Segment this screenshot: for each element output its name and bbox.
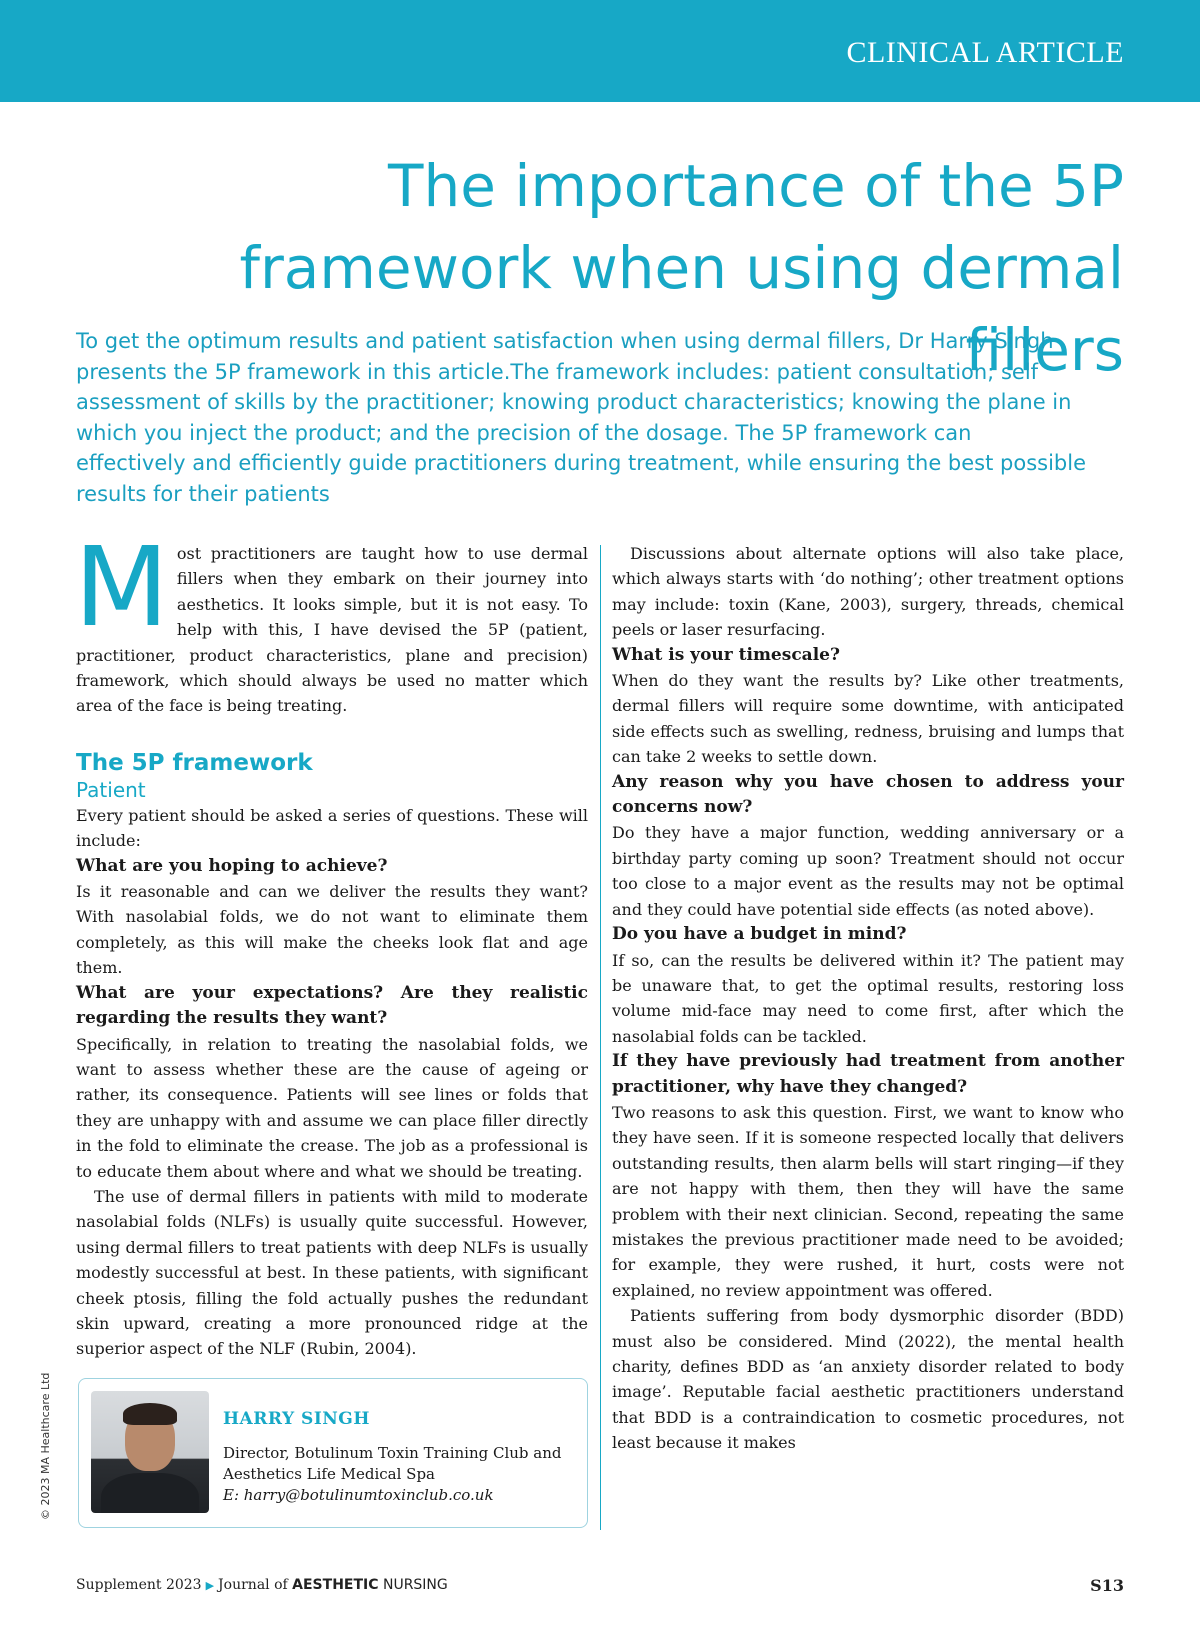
question-heading: What are your expectations? Are they realistic regarding the results they want?: [76, 982, 588, 1029]
intro-paragraph: [74, 523, 588, 719]
left-column: [74, 523, 588, 1362]
section-label: CLINICAL ARTICLE: [846, 36, 1124, 69]
paragraph: Do they have a major function, wedding anniversary or a birthday party coming up soon? Treatment should not occur too close to a major event as the results may not be optimal and they could have potential side effects (as noted above).: [612, 823, 1124, 919]
journal-prefix: Journal of: [218, 1577, 288, 1593]
journal-brand: AESTHETIC: [292, 1577, 379, 1593]
question-heading: What is your timescale?: [612, 644, 840, 665]
footer: [76, 1577, 448, 1593]
right-column: [612, 541, 1124, 1456]
journal-suffix: NURSING: [382, 1577, 448, 1593]
author-role: Director, Botulinum Toxin Training Club and Aesthetics Life Medical Spa: [223, 1444, 562, 1483]
paragraph: Discussions about alternate options will also take place, which always starts with ‘do nothing’; other treatment options may include: toxin (Kane, 2003), surgery, threads, chemical peels or laser resurfacing.: [612, 544, 1124, 640]
author-box: [78, 1378, 588, 1528]
subsection-heading: Patient: [76, 777, 146, 802]
paragraph: The use of dermal fillers in patients with mild to moderate nasolabial folds (NLFs) is usually quite successful. However, using dermal fillers to treat patients with deep NLFs is usually modestly successful at best. In these patients, with significant cheek ptosis, filling the fold actually pushes the redundant skin upward, creating a more pronounced ridge at the superior aspect of the NLF (Rubin, 2004).: [76, 1186, 588, 1359]
drop-cap: M: [74, 523, 169, 651]
paragraph: Is it reasonable and can we deliver the results they want? With nasolabial folds, we do not want to eliminate them completely, as this will make the cheeks look flat and age them.: [76, 882, 588, 978]
question-heading: If they have previously had treatment from another practitioner, why have they changed?: [612, 1051, 1124, 1097]
intro-text: ost practitioners are taught how to use dermal fillers when they embark on their journey into aesthetics. It looks simple, but it is not easy. To help with this, I have devised the 5P (patient, practitioner, product characteristics, plane and precision) framework, which should always be used no matter which area of the face is being treating.: [76, 544, 588, 716]
author-email: E: harry@botulinumtoxinclub.co.uk: [223, 1486, 494, 1504]
paragraph: If so, can the results be delivered within it? The patient may be unaware that, to get the optimal results, restoring loss volume mid-face may need to come first, after which the nasolabial folds can be tackled.: [612, 950, 1124, 1046]
page-number: S13: [1090, 1576, 1124, 1595]
paragraph: When do they want the results by? Like other treatments, dermal fillers will require some downtime, with anticipated side effects such as swelling, redness, bruising and lumps that can take 2 weeks to settle down.: [612, 671, 1124, 767]
copyright-notice: © 2023 MA Healthcare Ltd: [39, 1372, 52, 1520]
triangle-right-icon: ▶: [205, 1579, 215, 1592]
question-heading: What are you hoping to achieve?: [76, 855, 388, 876]
question-heading: Do you have a budget in mind?: [612, 924, 907, 945]
author-photo: [91, 1391, 209, 1513]
paragraph: Patients suffering from body dysmorphic disorder (BDD) must also be considered. Mind (2022), the mental health charity, defines BDD as ‘an anxiety disorder related to body image’. Reputable facial aesthetic practitioners understand that BDD is a contraindication to cosmetic procedures, not least because it makes: [612, 1306, 1124, 1453]
section-heading: The 5P framework: [76, 749, 313, 776]
supplement-label: Supplement 2023: [76, 1577, 202, 1593]
paragraph: Every patient should be asked a series of questions. These will include:: [76, 805, 588, 851]
column-rule: [600, 545, 601, 1530]
author-name: HARRY SINGH: [223, 1409, 370, 1429]
paragraph: Two reasons to ask this question. First, we want to know who they have seen. If it is someone respected locally that delivers outstanding results, then alarm bells will start ringing—if they are not happy with them, then they will have the same problem with their next clinician. Second, repeating the same mistakes the previous practitioner made need to be avoided; for example, they were rushed, it hurt, costs were not explained, no review appointment was offered.: [612, 1102, 1124, 1300]
standfirst: To get the optimum results and patient satisfaction when using dermal fillers, Dr Harry Singh presents the 5P framework in this article.The framework includes: patient consultation; self assessment of skills by the practitioner; knowing product characteristics; knowing the plane in which you inject the product; and the precision of the dosage. The 5P framework can effectively and efficiently guide practitioners during treatment, while ensuring the best possible results for their patients: [76, 329, 1086, 506]
author-details: [223, 1443, 573, 1506]
question-heading: Any reason why you have chosen to address your concerns now?: [612, 771, 1124, 818]
article-title: The importance of the 5P framework when using dermal fillers: [239, 152, 1124, 384]
paragraph: Specifically, in relation to treating the nasolabial folds, we want to assess whether these are the cause of ageing or rather, its consequence. Patients will see lines or folds that they are unhappy with and assume we can place filler directly in the fold to eliminate the crease. The job as a professional is to educate them about where and what we should be treating.: [76, 1034, 588, 1181]
